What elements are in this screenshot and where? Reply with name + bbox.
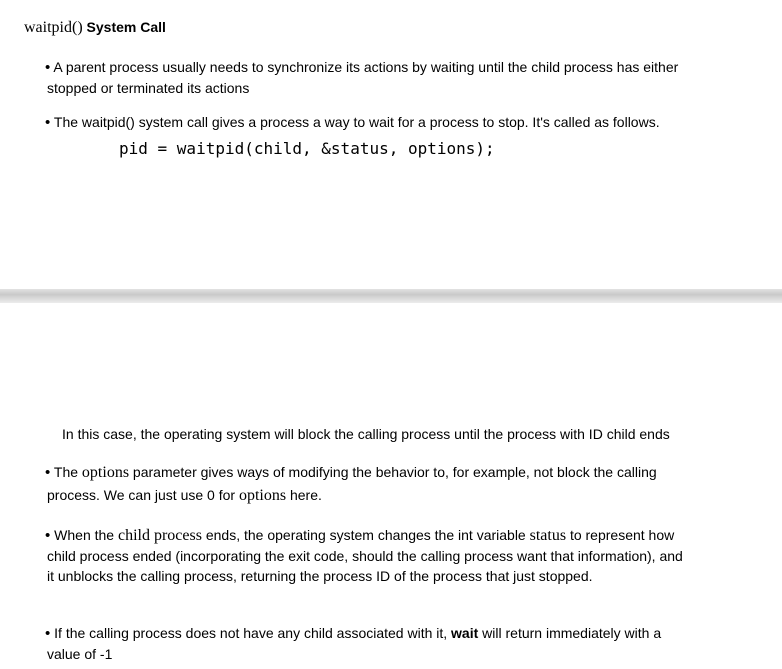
bullet-text: ends, the operating system changes the int variable [201, 527, 530, 543]
bullet-marker: • [45, 59, 51, 76]
bullet-text: When the [54, 527, 118, 543]
bullet-text: to represent how [566, 527, 675, 543]
term-wait: wait [451, 625, 479, 641]
bullet-text: The [53, 464, 82, 480]
bullet-options-parameter [45, 461, 657, 507]
slide-bottom [0, 303, 782, 669]
intro-text: In this case, the operating system will block the calling process until the process with ID child ends [62, 426, 670, 442]
bullet-text: here. [286, 487, 322, 503]
bullet-text-line2: value of -1 [47, 646, 113, 662]
bullet-text-line2: child process ended (incorporating the exit code, should the calling process want that information), and [47, 548, 683, 564]
bullet-child-ends [45, 525, 683, 586]
title-rest: System Call [82, 19, 166, 35]
intro-paragraph [62, 424, 670, 444]
bullet-text-line2: stopped or terminated its actions [47, 80, 250, 96]
bullet-marker: • [45, 464, 51, 481]
bullet-marker: • [45, 114, 51, 131]
page-separator [0, 289, 782, 303]
bullet-no-child [45, 623, 661, 664]
bullet-text: will return immediately with a [478, 625, 662, 641]
bullet-marker: • [45, 625, 51, 642]
bullet-parent-synchronize [45, 57, 678, 98]
term-status: status [529, 527, 567, 544]
term-child-process: child process [117, 527, 202, 544]
term-options: options [81, 464, 130, 481]
title-function: waitpid() [24, 19, 83, 36]
bullet-text: The waitpid() system call gives a process a way to wait for a process to stop. It's called as follows. [53, 114, 660, 130]
slide-title [24, 19, 166, 37]
slide-top [0, 0, 782, 289]
term-options: options [238, 487, 287, 504]
bullet-text: process. We can just use 0 for [47, 487, 239, 503]
bullet-text: If the calling process does not have any child associated with it, [54, 625, 452, 641]
code-snippet: pid = waitpid(child, &status, options); [119, 139, 495, 158]
bullet-text-line3: it unblocks the calling process, returning the process ID of the process that just stopped. [47, 568, 593, 584]
bullet-text: parameter gives ways of modifying the behavior to, for example, not block the calling [129, 464, 657, 480]
bullet-text: A parent process usually needs to synchronize its actions by waiting until the child process has either [53, 59, 679, 75]
bullet-marker: • [45, 527, 51, 544]
bullet-waitpid-description [45, 112, 660, 133]
